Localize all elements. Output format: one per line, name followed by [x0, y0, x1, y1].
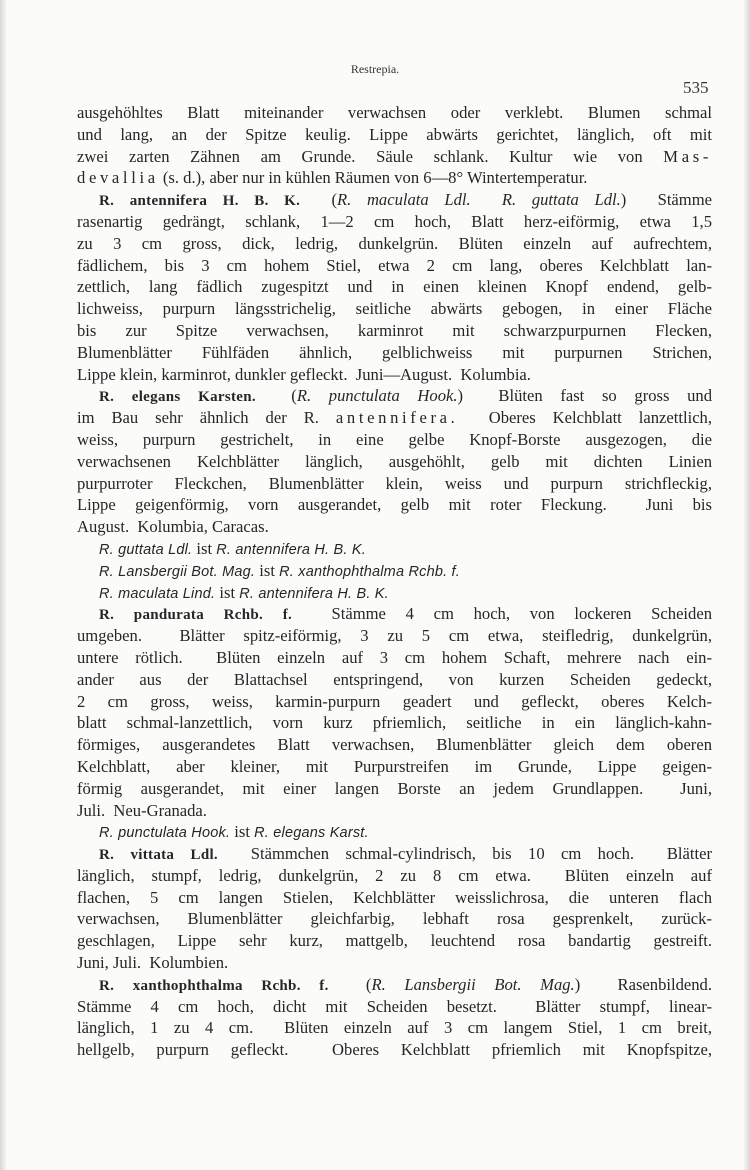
text-line — [77, 625, 712, 647]
text-line — [77, 1039, 712, 1061]
text-run: ) Rasenbildend. — [574, 974, 712, 994]
text-run: 2 cm gross, weiss, karmin-purpurn geadert und gefleckt, oberes Kelch- — [77, 691, 712, 711]
scan-edge-left — [0, 0, 6, 1170]
text-run: verwachsenen Kelchblätter länglich, ausgehöhlt, gelb mit dichten Linien — [77, 451, 712, 471]
text-line-content — [77, 407, 712, 429]
text-line-content — [99, 538, 366, 562]
text-line — [77, 167, 712, 189]
synonym-reference: R. punctulata Hook. — [99, 825, 231, 842]
synonym-reference: R. Lansbergii Bot. Mag. — [99, 563, 256, 580]
text-line-content — [77, 800, 207, 822]
text-run: Juli. Neu-Granada. — [77, 800, 207, 820]
text-run: ist — [255, 560, 280, 580]
text-run: verwachsen, Blumenblätter gleichfarbig, lebhaft rosa gesprenkelt, zurück- — [77, 909, 712, 929]
text-run: ) Blüten fast so gross und — [457, 386, 713, 406]
text-line-content — [77, 124, 712, 146]
text-line-content — [77, 233, 712, 255]
text-line-content — [77, 494, 712, 516]
text-run: förmig ausgerandet, mit einer langen Borste an jedem Grundlappen. Juni, — [77, 778, 712, 798]
text-run: zwei zarten Zähnen am Grunde. Säule schlank. Kultur wie von — [77, 146, 664, 166]
running-head: Restrepia. — [350, 62, 400, 76]
text-line — [77, 669, 712, 691]
text-line-content — [99, 189, 712, 213]
text-line — [77, 189, 712, 211]
species-name: R. xanthophthalma Rchb. f. — [99, 977, 329, 994]
text-line — [77, 582, 712, 604]
text-line — [77, 778, 712, 800]
species-name: R. antennifera H. B. K. — [99, 193, 301, 210]
text-line-content — [77, 908, 712, 930]
text-line — [77, 255, 712, 277]
synonym-reference: R. xanthophthalma Rchb. f. — [279, 563, 461, 580]
text-line — [77, 407, 712, 429]
text-line — [77, 843, 712, 865]
text-line — [77, 320, 712, 342]
text-line — [77, 887, 712, 909]
text-run: ist — [230, 822, 255, 842]
text-run: fädlichem, bis 3 cm hohem Stiel, etwa 2 cm lang, oberes Kelchblatt lan- — [77, 255, 712, 275]
text-line — [77, 233, 712, 255]
text-line — [77, 385, 712, 407]
synonym-reference: R. elegans Karst. — [254, 825, 369, 842]
text-line-content — [99, 385, 712, 409]
text-line-content — [77, 691, 712, 713]
text-line — [77, 1017, 712, 1039]
text-line — [77, 560, 712, 582]
text-line-content — [77, 669, 712, 691]
text-run: weiss, purpurn gestrichelt, in eine gelbe Knopf-Borste ausgezogen, die — [77, 429, 712, 449]
text-run: förmiges, ausgerandetes Blatt verwachsen, Blumenblätter gleich dem oberen — [77, 735, 712, 755]
text-run: purpurroter Fleckchen, Blumenblätter klein, weiss und purpurn strichfleckig, — [77, 473, 712, 493]
text-run: . Oberes Kelchblatt lanzettlich, — [450, 408, 713, 428]
text-run: Stämme 4 cm hoch, dicht mit Scheiden besetzt. Blätter stumpf, linear- — [77, 996, 712, 1016]
text-line — [77, 712, 712, 734]
text-run: rasenartig gedrängt, schlank, 1—2 cm hoch, Blatt herz-eiförmig, etwa 1,5 — [77, 211, 712, 231]
text-line-content — [77, 429, 712, 451]
text-line — [77, 146, 712, 168]
text-line-content — [77, 712, 712, 734]
text-line — [77, 473, 712, 495]
text-line — [77, 647, 712, 669]
text-run: und lang, an der Spitze keulig. Lippe abwärts gerichtet, länglich, oft mit — [77, 124, 712, 144]
text-run: August. Kolumbia, Caracas. — [77, 517, 269, 537]
text-line-content — [77, 211, 712, 233]
text-run: umgeben. Blätter spitz-eiförmig, 3 zu 5 cm etwa, steifledrig, dunkelgrün, — [77, 626, 712, 646]
text-line — [77, 800, 712, 822]
text-line — [77, 538, 712, 560]
text-run: länglich, stumpf, ledrig, dunkelgrün, 2 zu 8 cm etwa. Blüten einzeln auf — [77, 865, 712, 885]
text-run: hellgelb, purpurn gefleckt. Oberes Kelchblatt pfriemlich mit Knopfspitze, — [77, 1040, 712, 1060]
text-line-content — [77, 320, 712, 342]
text-line-content — [77, 887, 712, 909]
text-line-content — [77, 167, 587, 189]
text-line-content — [77, 342, 712, 364]
text-run: ( — [300, 190, 338, 210]
text-line-content — [77, 778, 712, 800]
species-name: R. vittata Ldl. — [99, 847, 218, 864]
synonym-reference: R. guttata Ldl. — [99, 541, 193, 558]
text-line — [77, 821, 712, 843]
text-line-content — [77, 1017, 712, 1039]
text-run: zettlich, lang fädlich zugespitzt und in einen kleinen Knopf endend, gelb- — [77, 277, 712, 297]
text-line-content — [77, 647, 712, 669]
text-run: flachen, 5 cm langen Stielen, Kelchblätter weisslichrosa, die unteren flach — [77, 887, 712, 907]
text-line — [77, 102, 712, 124]
synonym-reference: R. antennifera H. B. K. — [216, 541, 366, 558]
text-line-content — [77, 996, 712, 1018]
text-run: ( — [328, 974, 372, 994]
text-run: ist — [192, 538, 217, 558]
text-line — [77, 930, 712, 952]
text-run: zu 3 cm gross, dick, ledrig, dunkelgrün. Blüten einzeln auf aufrechtem, — [77, 233, 712, 253]
text-line — [77, 865, 712, 887]
text-run: ander aus der Blattachsel entspringend, von kurzen Scheiden gedeckt, — [77, 669, 712, 689]
text-run: ist — [215, 582, 240, 602]
text-run: Kelchblatt, aber kleiner, mit Purpurstreifen im Grunde, Lippe geigen- — [77, 756, 712, 776]
text-run: bis zur Spitze verwachsen, karminrot mit schwarzpurpurnen Flecken, — [77, 320, 712, 340]
text-line-content — [77, 734, 712, 756]
text-line — [77, 952, 712, 974]
scan-edge-right — [744, 0, 750, 1170]
spaced-text: devallia — [77, 168, 159, 188]
text-line — [77, 298, 712, 320]
text-line — [77, 342, 712, 364]
text-run: Stämme 4 cm hoch, von lockeren Scheiden — [292, 604, 712, 624]
text-line-content — [77, 625, 712, 647]
text-line — [77, 494, 712, 516]
text-line-content — [77, 451, 712, 473]
text-line — [77, 364, 712, 386]
text-line-content — [77, 952, 228, 974]
text-line — [77, 451, 712, 473]
synonym-italic: R. maculata Ldl. R. guttata Ldl. — [337, 190, 621, 210]
text-line-content — [77, 298, 712, 320]
text-line-content — [77, 255, 712, 277]
text-line — [77, 516, 712, 538]
text-line-content — [99, 560, 460, 584]
text-line-content — [77, 146, 712, 168]
text-run: länglich, 1 zu 4 cm. Blüten einzeln auf 3 cm langem Stiel, 1 cm breit, — [77, 1018, 712, 1038]
text-run: lichweiss, purpurn längsstrichelig, seitliche abwärts gebogen, in einer Fläche — [77, 299, 712, 319]
text-line-content — [77, 276, 712, 298]
text-run: ausgehöhltes Blatt miteinander verwachsen oder verklebt. Blumen schmal — [77, 103, 712, 122]
text-line — [77, 691, 712, 713]
text-line-content — [99, 582, 389, 606]
text-run: ) Stämme — [620, 190, 712, 210]
text-line-content — [77, 473, 712, 495]
text-line-content — [99, 603, 712, 627]
text-run: blatt schmal-lanzettlich, vorn kurz pfriemlich, seitliche in ein länglich-kahn- — [77, 713, 712, 733]
text-run: ( — [255, 386, 297, 406]
page-body-text — [77, 102, 712, 1061]
spaced-text: Mas- — [663, 146, 712, 166]
text-line-content — [77, 516, 269, 538]
text-line — [77, 756, 712, 778]
text-line — [77, 211, 712, 233]
text-run: im Bau sehr ähnlich der R. — [77, 408, 336, 428]
text-run: untere rötlich. Blüten einzeln auf 3 cm hohem Schaft, mehrere nach ein- — [77, 647, 712, 667]
text-line-content — [99, 843, 712, 867]
text-run: (s. d.), aber nur in kühlen Räumen von 6—8° Wintertemperatur. — [158, 168, 588, 188]
text-line-content — [77, 865, 712, 887]
text-run: Stämmchen schmal-cylindrisch, bis 10 cm hoch. Blätter — [217, 844, 712, 864]
text-line — [77, 276, 712, 298]
text-line — [77, 603, 712, 625]
text-line-content — [77, 1039, 712, 1061]
text-run: Juni, Juli. Kolumbien. — [77, 953, 229, 973]
text-run: Blumenblätter Fühlfäden ähnlich, gelblichweiss mit purpurnen Strichen, — [77, 342, 712, 362]
species-name: R. pandurata Rchb. f. — [99, 607, 293, 624]
species-name: R. elegans Karsten. — [99, 389, 256, 406]
text-line-content — [77, 756, 712, 778]
text-line — [77, 974, 712, 996]
text-line-content — [77, 102, 712, 124]
text-run: Lippe klein, karminrot, dunkler gefleckt. Juni—August. Kolumbia. — [77, 364, 531, 384]
text-line — [77, 908, 712, 930]
text-line — [77, 124, 712, 146]
text-run: geschlagen, Lippe sehr kurz, mattgelb, leuchtend rosa bandartig gestreift. — [77, 931, 712, 951]
synonym-italic: R. punctulata Hook. — [296, 386, 458, 406]
synonym-reference: R. antennifera H. B. K. — [239, 585, 389, 602]
spaced-text: antennifera — [335, 408, 451, 428]
text-run: Lippe geigenförmig, vorn ausgerandet, gelb mit roter Fleckung. Juni bis — [77, 495, 712, 515]
text-line-content — [99, 974, 712, 998]
page-number: 535 — [683, 78, 709, 97]
text-line — [77, 429, 712, 451]
text-line — [77, 734, 712, 756]
synonym-reference: R. maculata Lind. — [99, 585, 216, 602]
text-line-content — [99, 821, 369, 845]
text-line-content — [77, 364, 531, 386]
text-line — [77, 996, 712, 1018]
text-line-content — [77, 930, 712, 952]
synonym-italic: R. Lansbergii Bot. Mag. — [371, 974, 575, 994]
